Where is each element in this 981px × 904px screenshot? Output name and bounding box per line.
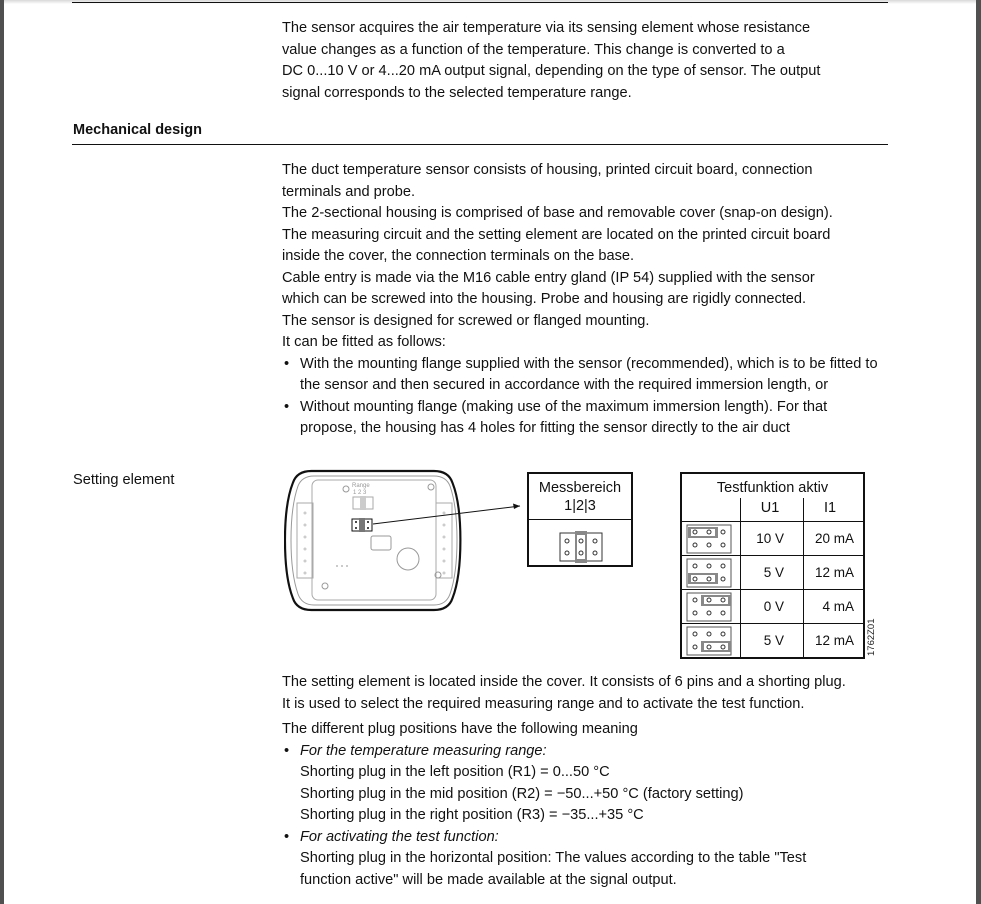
- jumper-top-right-icon: [686, 592, 732, 622]
- housing-diagram: [284, 468, 529, 618]
- intro-line: signal corresponds to the selected temperature range.: [282, 84, 632, 101]
- jumper-mid-position-icon: [559, 531, 603, 563]
- text-line: inside the cover, the connection terminals on the base.: [282, 248, 635, 264]
- list-item: • With the mounting flange supplied with the sensor (recommended), which is to be fitted to the sensor and then secured in accordance with the required immersion length, or: [282, 354, 880, 397]
- column-header-i1: I1: [823, 500, 837, 516]
- window-border-right: [976, 0, 981, 904]
- messbereich-diagram: [527, 472, 633, 567]
- svg-text:1 2 3: 1 2 3: [353, 490, 367, 496]
- mechanical-design-paragraph: [282, 160, 892, 440]
- text-line: The sensor is designed for screwed or flanged mounting.: [282, 312, 650, 329]
- list-item: • Without mounting flange (making use of the maximum immersion length). For that propose, the housing has 4 holes for fitting the sensor directly to the air duct: [282, 397, 885, 440]
- i1-value: 12 mA: [814, 633, 854, 648]
- intro-line: The sensor acquires the air temperature via its sensing element whose resistance: [282, 20, 811, 36]
- text-line: Shorting plug in the horizontal position: The values according to the table "Test: [300, 850, 807, 866]
- jumper-bottom-right-icon: [686, 626, 732, 656]
- text-line: It is used to select the required measuring range and to activate the test function.: [282, 695, 805, 712]
- text-line: It can be fitted as follows:: [282, 334, 446, 350]
- list-item-test-function: [282, 827, 902, 892]
- messbereich-header: [529, 474, 631, 520]
- u1-value: 5 V: [763, 565, 784, 580]
- text-line: which can be screwed into the housing. Probe and housing are rigidly connected.: [282, 291, 807, 307]
- list-item-heading: • For the temperature measuring range:: [300, 742, 547, 759]
- list-item-heading: • For activating the test function:: [300, 828, 499, 845]
- text-line: The different plug positions have the following meaning: [282, 721, 638, 737]
- text-line: Cable entry is made via the M16 cable entry gland (IP 54) supplied with the sensor: [282, 269, 815, 286]
- section-divider: [72, 144, 888, 145]
- text-line: terminals and probe.: [282, 183, 416, 200]
- housing-outline-icon: [284, 468, 529, 613]
- mounting-options-list: [282, 354, 892, 440]
- messbereich-title: Messbereich: [538, 480, 622, 496]
- intro-paragraph: [282, 18, 892, 104]
- jumper-top-left-icon: [686, 524, 732, 554]
- plug-positions-list: [282, 741, 902, 892]
- i1-value: 12 mA: [814, 565, 854, 580]
- text-line: Shorting plug in the mid position (R2) = −50...+50 °C (factory setting): [300, 785, 744, 802]
- i1-value: 20 mA: [814, 531, 854, 546]
- text-line: The setting element is located inside the cover. It consists of 6 pins and a shorting plug.: [282, 674, 846, 690]
- messbereich-positions: 1|2|3: [564, 498, 596, 514]
- table-row: [682, 555, 863, 590]
- u1-value: 10 V: [756, 531, 784, 546]
- i1-value: 4 mA: [822, 599, 854, 614]
- figure-code: 1762Z01: [866, 618, 877, 656]
- table-row: [682, 589, 863, 624]
- text-line: Shorting plug in the left position (R1) = 0...50 °C: [300, 764, 610, 780]
- text-line: The 2-sectional housing is comprised of base and removable cover (snap-on design).: [282, 205, 833, 221]
- column-header-u1: U1: [760, 500, 780, 516]
- jumper-bottom-left-icon: [686, 558, 732, 588]
- table-row: [682, 623, 863, 658]
- intro-line: DC 0...10 V or 4...20 mA output signal, depending on the type of sensor. The output: [282, 63, 821, 79]
- table-row: [682, 521, 863, 556]
- text-line: The duct temperature sensor consists of housing, printed circuit board, connection: [282, 162, 813, 178]
- test-function-table: [680, 472, 865, 659]
- table-title: Testfunktion aktiv: [716, 480, 829, 496]
- setting-element-label: Setting element: [73, 472, 175, 488]
- text-line: The measuring circuit and the setting element are located on the printed circuit board: [282, 226, 831, 243]
- u1-value: 0 V: [763, 599, 784, 614]
- setting-element-description: [282, 672, 902, 891]
- text-line: function active" will be made available at the signal output.: [300, 871, 677, 888]
- svg-text:Range: Range: [352, 483, 370, 489]
- top-divider: [72, 2, 888, 3]
- section-title-mechanical-design: Mechanical design: [73, 122, 202, 138]
- text-line: Shorting plug in the right position (R3) = −35...+35 °C: [300, 807, 644, 823]
- window-border-left: [0, 0, 4, 904]
- u1-value: 5 V: [763, 633, 784, 648]
- intro-line: value changes as a function of the temperature. This change is converted to a: [282, 41, 785, 58]
- list-item-measuring-range: [282, 741, 902, 827]
